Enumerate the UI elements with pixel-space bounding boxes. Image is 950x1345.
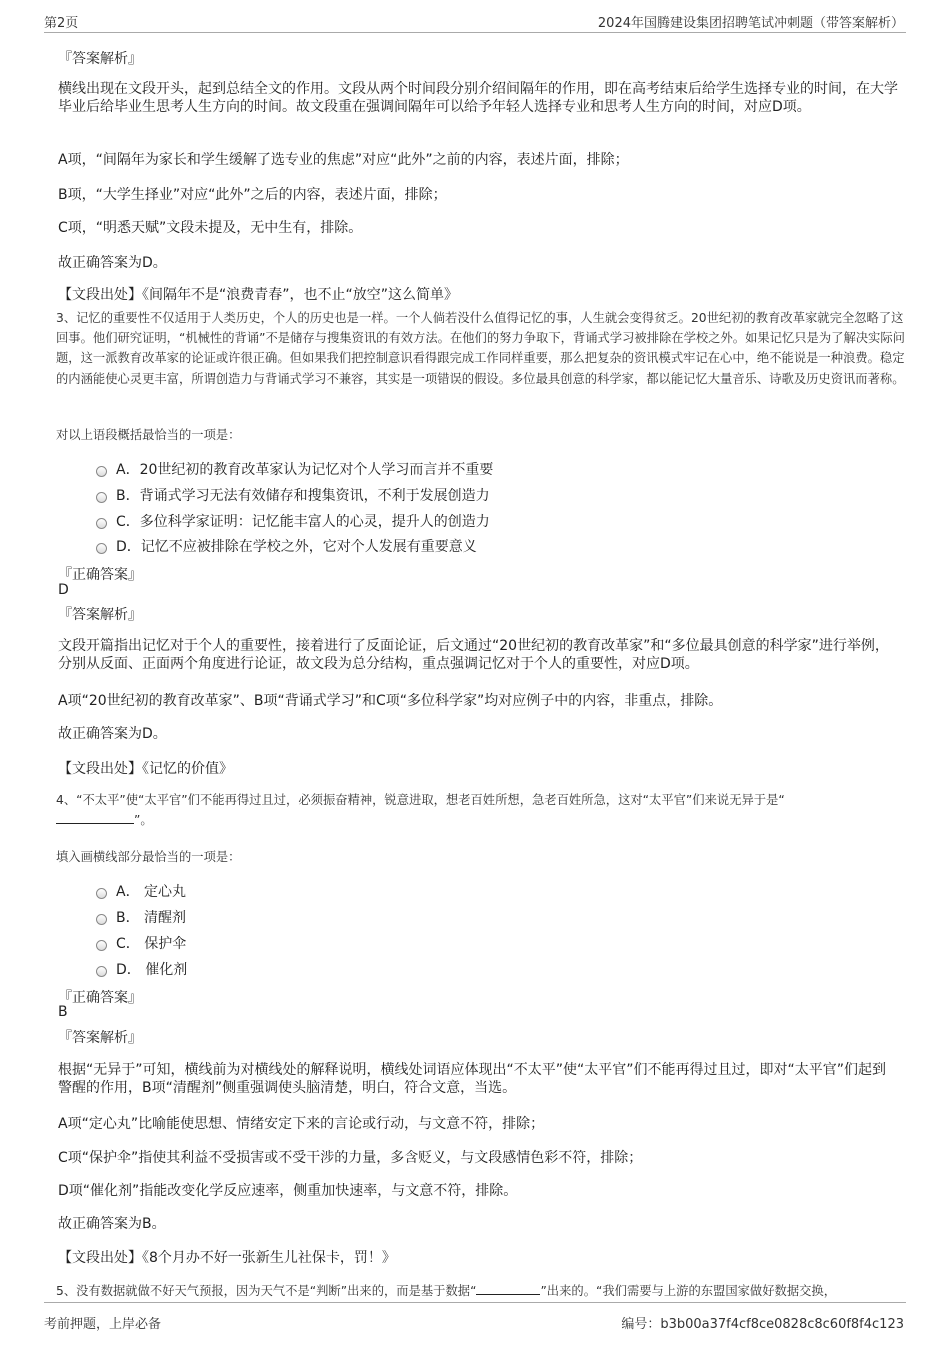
option-b[interactable]: B．背诵式学习无法有效储存和搜集资讯，不利于发展创造力 xyxy=(96,485,490,505)
radio-icon[interactable] xyxy=(96,940,107,951)
analysis-c: C项“保护伞”指使其利益不受损害或不受干涉的力量，多含贬义，与文段感情色彩不符，排除； xyxy=(58,1150,643,1166)
answer-label: 『正确答案』 xyxy=(58,567,142,583)
document-title: 2024年国腾建设集团招聘笔试冲刺题（带答案解析） xyxy=(597,16,904,31)
radio-icon[interactable] xyxy=(96,543,107,554)
option-a[interactable]: A． 定心丸 xyxy=(96,881,186,901)
question-3-prompt: 对以上语段概括最恰当的一项是： xyxy=(56,428,241,442)
answer: B xyxy=(58,1004,68,1020)
radio-icon[interactable] xyxy=(96,914,107,925)
radio-icon[interactable] xyxy=(96,518,107,529)
answer-blank xyxy=(476,1282,540,1295)
analysis-b: B项，“大学生择业”对应“此外”之后的内容，表述片面，排除； xyxy=(58,187,447,203)
radio-icon[interactable] xyxy=(96,888,107,899)
analysis-text: 根据“无异于”可知，横线前为对横线处的解释说明，横线处词语应体现出“不太平”使“太平官”们不能再得过且过，即对“太平官”们起到警醒的作用，B项“清醒剂”侧重强调使头脑清楚，明白，符合文意，当选。 xyxy=(58,1062,887,1096)
option-d[interactable]: D． 催化剂 xyxy=(96,959,187,979)
analysis-text: 文段开篇指出记忆对于个人的重要性，接着进行了反面论证，后文通过“20世纪初的教育改革家”和“多位最具创意的科学家”进行举例，分别从反面、正面两个角度进行论证，故文段为总分结构，重点强调记忆对于个人的重要性，对应D项。 xyxy=(58,638,889,672)
analysis-a: A项“定心丸”比喻能使思想、情绪安定下来的言论或行动，与文意不符，排除； xyxy=(58,1116,545,1132)
document-id: 编号：b3b00a37f4cf8ce0828c8c60f8f4c123 xyxy=(621,1317,904,1332)
source: 【文段出处】《8个月办不好一张新生儿社保卡，罚！》 xyxy=(58,1250,396,1266)
analysis-label: 『答案解析』 xyxy=(58,607,142,623)
analysis-label: 『答案解析』 xyxy=(58,1030,142,1046)
analysis-c: C项，“明悉天赋”文段未提及，无中生有，排除。 xyxy=(58,220,363,236)
header-divider xyxy=(44,32,906,33)
answer: D xyxy=(58,582,69,598)
source: 【文段出处】《记忆的价值》 xyxy=(58,761,233,777)
footer-divider xyxy=(44,1302,906,1303)
option-a[interactable]: A．20世纪初的教育改革家认为记忆对个人学习而言并不重要 xyxy=(96,459,493,479)
page-number: 第2页 xyxy=(44,16,79,31)
analysis-d: D项“催化剂”指能改变化学反应速率，侧重加快速率，与文意不符，排除。 xyxy=(58,1183,518,1199)
conclusion: 故正确答案为D。 xyxy=(58,255,167,271)
question-4-stem: 4、“不太平”使“太平官”们不能再得过且过，必须振奋精神，锐意进取，想老百姓所想，急老百姓所急，这对“太平官”们来说无异于是“ ”。 xyxy=(56,793,785,828)
analysis-text: 横线出现在文段开头，起到总结全文的作用。文段从两个时间段分别介绍间隔年的作用，即在高考结束后给学生选择专业的时间，在大学毕业后给毕业生思考人生方向的时间。故文段重在强调间隔年可以给予年轻人选择专业和思考人生方向的时间，对应D项。 xyxy=(58,81,898,115)
conclusion: 故正确答案为D。 xyxy=(58,726,167,742)
option-c[interactable]: C．多位科学家证明：记忆能丰富人的心灵，提升人的创造力 xyxy=(96,511,490,531)
footer-slogan: 考前押题，上岸必备 xyxy=(44,1317,162,1332)
conclusion: 故正确答案为B。 xyxy=(58,1216,166,1232)
analysis-a: A项，“间隔年为家长和学生缓解了选专业的焦虑”对应“此外”之前的内容，表述片面，排除； xyxy=(58,152,629,168)
radio-icon[interactable] xyxy=(96,966,107,977)
source: 【文段出处】《间隔年不是“浪费青春”，也不止“放空”这么简单》 xyxy=(58,287,459,303)
answer-label: 『正确答案』 xyxy=(58,990,142,1006)
question-5-stem: 5、没有数据就做不好天气预报，因为天气不是“判断”出来的，而是基于数据“ ”出来的。“我们需要与上游的东盟国家做好数据交换， xyxy=(56,1284,837,1298)
answer-blank xyxy=(56,811,134,824)
radio-icon[interactable] xyxy=(96,492,107,503)
option-d[interactable]: D．记忆不应被排除在学校之外，它对个人发展有重要意义 xyxy=(96,536,477,556)
question-4-prompt: 填入画横线部分最恰当的一项是： xyxy=(56,850,241,864)
option-c[interactable]: C． 保护伞 xyxy=(96,933,186,953)
analysis-a: A项“20世纪初的教育改革家”、B项“背诵式学习”和C项“多位科学家”均对应例子中的内容，非重点，排除。 xyxy=(58,693,723,709)
option-b[interactable]: B． 清醒剂 xyxy=(96,907,186,927)
question-3-stem: 3、记忆的重要性不仅适用于人类历史，个人的历史也是一样。一个人倘若没什么值得记忆的事，人生就会变得贫乏。20世纪初的教育改革家就完全忽略了这回事。他们研究证明，“机械性的背诵”不是储存与搜集资讯的有效方法。在他们的努力争取下，背诵式学习被排除在学校之外。如果记忆只是为了解决实际问题，这一派教育改革家的论证或许很正确。但如果我们把控制意识看得跟完成工作同样重要，那么把复杂的资讯模式牢记在心中，绝不能说是一种浪费。稳定的内涵能使心灵更丰富，所谓创造力与背诵式学习不兼容，其实是一项错误的假设。多位最具创意的科学家，都以能记忆大量音乐、诗歌及历史资讯而著称。 xyxy=(56,311,905,386)
radio-icon[interactable] xyxy=(96,466,107,477)
analysis-label: 『答案解析』 xyxy=(58,51,142,67)
